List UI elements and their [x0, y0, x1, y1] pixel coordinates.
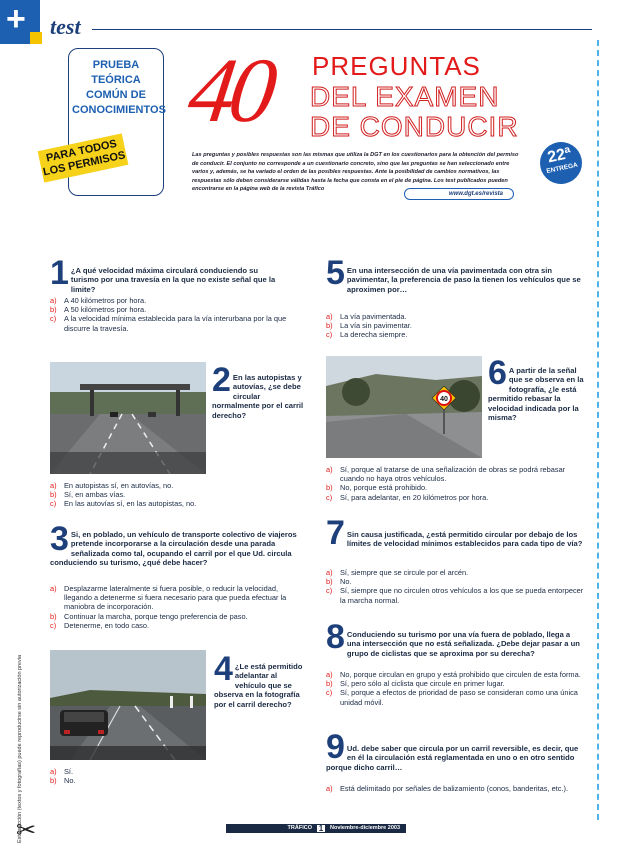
section-label: test — [50, 14, 81, 39]
answer-option[interactable]: c) Sí, porque a efectos de prioridad de paso se consideran como una única unidad móvil. — [326, 688, 578, 707]
question-text: En una intersección de una vía pavimentada con otra sin pavimentar, la preferencia de paso la tienen los vehículos que se aproximen por… — [346, 266, 581, 294]
answer-option[interactable]: b) Continuar la marcha, porque tengo preferencia de paso. — [50, 611, 248, 621]
answer-option[interactable]: b) No. — [50, 776, 76, 786]
answer-list-7 — [326, 568, 584, 605]
entrega-badge — [536, 138, 586, 188]
answer-option[interactable]: c) En las autovías sí, en las autopistas, no. — [50, 499, 197, 509]
side-note: Esta sección (textos y fotografías) puede reproducirse sin autorización previa — [17, 654, 23, 843]
entrega-number: 22ª — [546, 144, 573, 167]
sign-speed-value: 40 — [440, 396, 448, 403]
title-line-1: PREGUNTAS — [312, 51, 481, 81]
cut-line — [597, 40, 599, 820]
question-5 — [326, 254, 584, 294]
plus-icon: + — [6, 0, 26, 38]
answer-list-4 — [50, 767, 302, 785]
answer-list-5 — [326, 312, 584, 340]
question-4 — [214, 650, 306, 709]
answer-option[interactable]: c) Sí, para adelantar, en 20 kilómetros por hora. — [326, 492, 489, 502]
question-9 — [326, 728, 584, 772]
answer-option[interactable]: c) Detenerme, en todo caso. — [50, 620, 150, 630]
answer-option[interactable]: c) Sí, siempre que no circulen otros vehículos a los que se pueda entorpecer la marcha normal. — [326, 586, 584, 605]
question-text: Sin causa justificada, ¿está permitido circular por debajo de los límites de velocidad mínimos establecidos para cada tipo de vía? — [346, 530, 583, 549]
question-number: 8 — [326, 618, 345, 656]
answer-option[interactable]: b) No. — [326, 577, 352, 587]
question-number: 3 — [50, 520, 69, 558]
answer-option[interactable]: b) A 50 kilómetros por hora. — [50, 305, 147, 315]
footer-magazine: TRÁFICO — [226, 824, 316, 833]
question-2 — [212, 361, 308, 420]
question-text: ¿A qué velocidad máxima circulará conduciendo su turismo por una travesía en la que no existe señal que la limite? — [70, 266, 276, 294]
question-number: 1 — [50, 254, 69, 292]
title-line-3: DE CONDUCIR — [310, 111, 519, 142]
question-number: 9 — [326, 728, 345, 766]
photo-highway-gantry — [50, 362, 206, 474]
answer-list-6 — [326, 465, 584, 502]
answer-option[interactable]: b) La vía sin pavimentar. — [326, 321, 412, 331]
question-number: 4 — [214, 650, 233, 688]
question-number: 6 — [488, 354, 507, 392]
photo-speed-sign — [326, 356, 482, 458]
question-8 — [326, 618, 584, 658]
answer-option[interactable]: a) La vía pavimentada. — [326, 312, 407, 321]
question-text: Si, en poblado, un vehículo de transporte colectivo de viajeros pretende incorporarse a la circulación desde una parada señalizada como tal, ocupando el carril por el que Ud. circula conduciendo su turismo, ¿qué debe hacer? — [50, 530, 297, 568]
page-number: 1 — [316, 824, 326, 833]
answer-option[interactable]: a) En autopistas sí, en autovías, no. — [50, 481, 174, 490]
page-footer — [226, 824, 406, 833]
question-text: Ud. debe saber que circula por un carril reversible, es decir, que en él la circulación está reglamentada en uno o en otro sentido porque dicho carril… — [326, 744, 579, 772]
answer-option[interactable]: a) Sí. — [50, 767, 74, 776]
answer-option[interactable]: a) Desplazarme lateralmente si fuera posible, o reducir la velocidad, llegando a detenerme si fuera necesario para que pueda efectuar la maniobra de incorporación. — [50, 584, 287, 612]
question-number: 5 — [326, 254, 345, 292]
answer-option[interactable]: a) A 40 kilómetros por hora. — [50, 296, 147, 305]
answer-list-1 — [50, 296, 302, 333]
intro-text: Las preguntas y posibles respuestas son las mismas que utiliza la DGT en los cuestionarios para la obtención del permiso de conducir. El conjunto no corresponde a un cuestionario concreto, sino que las preguntas se han seleccionado entre varios y, además, se ha variado el orden de las posibles respuestas. Ante la posibilidad de cambios normativos, las respuestas sólo deben considerarse válidas hasta la fecha que consta en el pie de página. Los test publicados pueden encontrarse en la página web de la revista Tráfico — [192, 152, 519, 193]
answer-list-2 — [50, 481, 302, 509]
website-link[interactable]: www.dgt.es/revista — [404, 188, 514, 200]
question-3 — [50, 520, 306, 568]
question-1 — [50, 254, 278, 294]
answer-option[interactable]: b) Sí, pero sólo al ciclista que circule en primer lugar. — [326, 679, 505, 689]
title-line-2: DEL EXAMEN — [310, 81, 500, 112]
yellow-square-icon — [30, 32, 42, 44]
question-text: En las autopistas y autovías, ¿se debe circular normalmente por el carril derecho? — [212, 373, 304, 420]
entrega-label: ENTREGA — [545, 161, 579, 176]
question-6 — [488, 354, 584, 423]
exam-type-title: PRUEBA TEÓRICA COMÚN DE CONOCIMIENTOS — [72, 59, 166, 116]
answer-option[interactable]: b) Sí, en ambas vías. — [50, 490, 126, 500]
answer-option[interactable]: b) No, porque está prohibido. — [326, 483, 428, 493]
question-number: 2 — [212, 361, 231, 399]
scissors-icon: ✂ — [16, 816, 37, 844]
answer-list-3 — [50, 584, 302, 630]
answer-option[interactable]: a) No, porque circulan en grupo y está prohibido que circulen de esta forma. — [326, 670, 581, 679]
answer-option[interactable]: a) Está delimitado por señales de balizamiento (conos, banderitas, etc.). — [326, 784, 569, 793]
answer-option[interactable]: c) A la velocidad mínima establecida para la vía interurbana por la que discurre la travesía. — [50, 314, 287, 333]
question-text: Conduciendo su turismo por una vía fuera de poblado, llega a una intersección que no está señalizada. ¿Debe dejar pasar a un grupo de ciclistas que se aproxima por su derecha? — [346, 630, 580, 658]
title-number: 40 — [182, 39, 278, 141]
question-text: ¿Le está permitido adelantar al vehículo que se observa en la fotografía por el carril derecho? — [214, 662, 303, 709]
answer-option[interactable]: a) Sí, siempre que se circule por el arcén. — [326, 568, 469, 577]
answer-list-9 — [326, 784, 584, 793]
question-7 — [326, 514, 584, 552]
header-divider — [92, 29, 592, 30]
question-text: A partir de la señal que se observa en la fotografía, ¿le está permitido rebasar la velocidad indicada por la misma? — [488, 366, 584, 423]
answer-option[interactable]: a) Sí, porque al tratarse de una señalización de obras se podrá rebasar cuando no haya otros vehículos. — [326, 465, 566, 484]
footer-date: Noviembre-diciembre 2003 — [326, 824, 406, 833]
permits-stamp: PARA TODOS LOS PERMISOS — [38, 133, 129, 182]
question-number: 7 — [326, 514, 345, 552]
answer-list-8 — [326, 670, 584, 707]
photo-car-road — [50, 650, 206, 760]
answer-option[interactable]: c) La derecha siempre. — [326, 330, 408, 340]
